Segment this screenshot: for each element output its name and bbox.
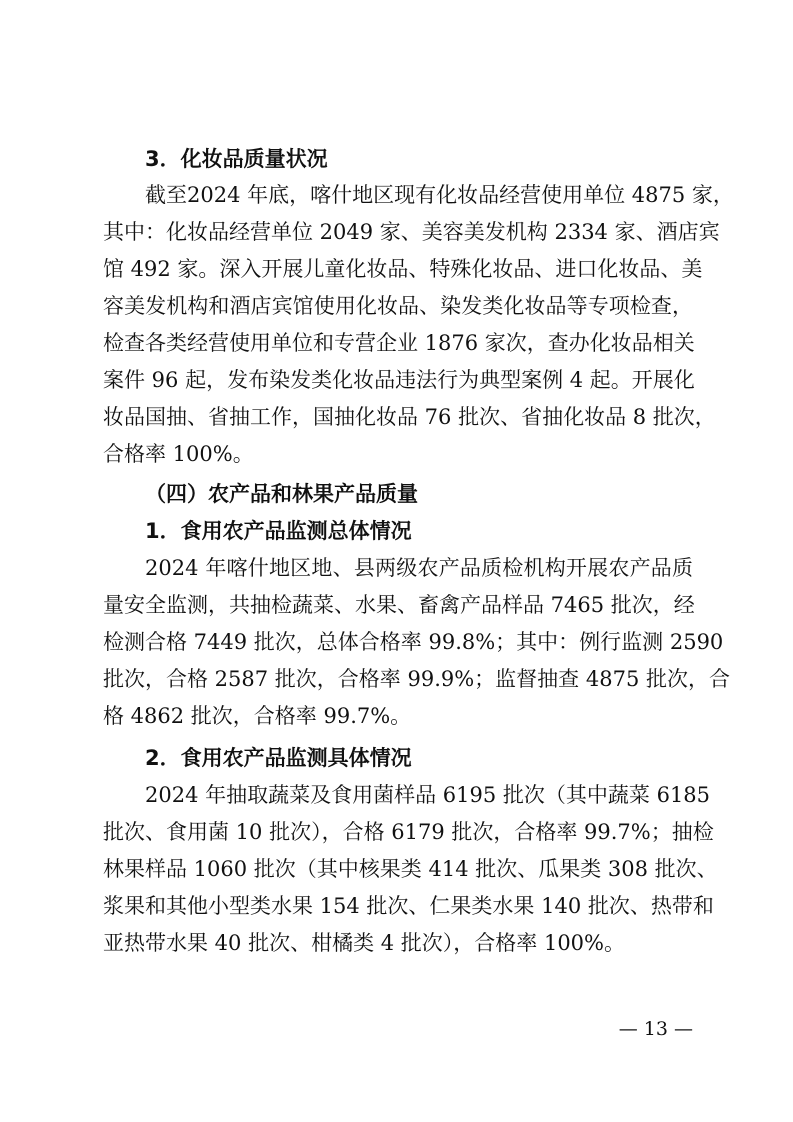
section-heading-cosmetics: 3．化妆品质量状况 [145, 147, 328, 171]
paragraph-line: 量安全监测，共抽检蔬菜、水果、畜禽产品样品 7465 批次，经 [103, 593, 695, 617]
paragraph-line: 检查各类经营使用单位和专营企业 1876 家次，查办化妆品相关 [103, 331, 695, 355]
paragraph-line: 2024 年喀什地区地、县两级农产品质检机构开展农产品质 [145, 556, 693, 580]
paragraph-line: 检测合格 7449 批次，总体合格率 99.8%；其中：例行监测 2590 [103, 630, 724, 654]
paragraph-line: 林果样品 1060 批次（其中核果类 414 批次、瓜果类 308 批次、 [103, 857, 718, 881]
paragraph-line: 亚热带水果 40 批次、柑橘类 4 批次），合格率 100%。 [103, 931, 625, 955]
paragraph-line: 批次，合格 2587 批次，合格率 99.9%；监督抽查 4875 批次，合 [103, 667, 730, 691]
paragraph-line: 案件 96 起，发布染发类化妆品违法行为典型案例 4 起。开展化 [103, 368, 695, 392]
subsection-heading-detailed: 2．食用农产品监测具体情况 [145, 746, 412, 770]
page-number: — 13 — [618, 1018, 693, 1040]
paragraph-line: 妆品国抽、省抽工作，国抽化妆品 76 批次、省抽化妆品 8 批次， [103, 405, 716, 429]
paragraph-line: 合格率 100%。 [103, 442, 254, 466]
section-heading-agricultural: （四）农产品和林果产品质量 [145, 482, 418, 506]
paragraph-line: 容美发机构和酒店宾馆使用化妆品、染发类化妆品等专项检查， [103, 294, 693, 318]
paragraph-line: 其中：化妆品经营单位 2049 家、美容美发机构 2334 家、酒店宾 [103, 220, 720, 244]
paragraph-line: 馆 492 家。深入开展儿童化妆品、特殊化妆品、进口化妆品、美 [103, 257, 703, 281]
subsection-heading-overall: 1．食用农产品监测总体情况 [145, 519, 412, 543]
paragraph-line: 格 4862 批次，合格率 99.7%。 [103, 704, 412, 728]
paragraph-line: 2024 年抽取蔬菜及食用菌样品 6195 批次（其中蔬菜 6185 [145, 783, 711, 807]
paragraph-line: 截至2024 年底，喀什地区现有化妆品经营使用单位 4875 家， [145, 183, 734, 207]
paragraph-line: 浆果和其他小型类水果 154 批次、仁果类水果 140 批次、热带和 [103, 894, 714, 918]
paragraph-line: 批次、食用菌 10 批次），合格 6179 批次，合格率 99.7%；抽检 [103, 820, 714, 844]
